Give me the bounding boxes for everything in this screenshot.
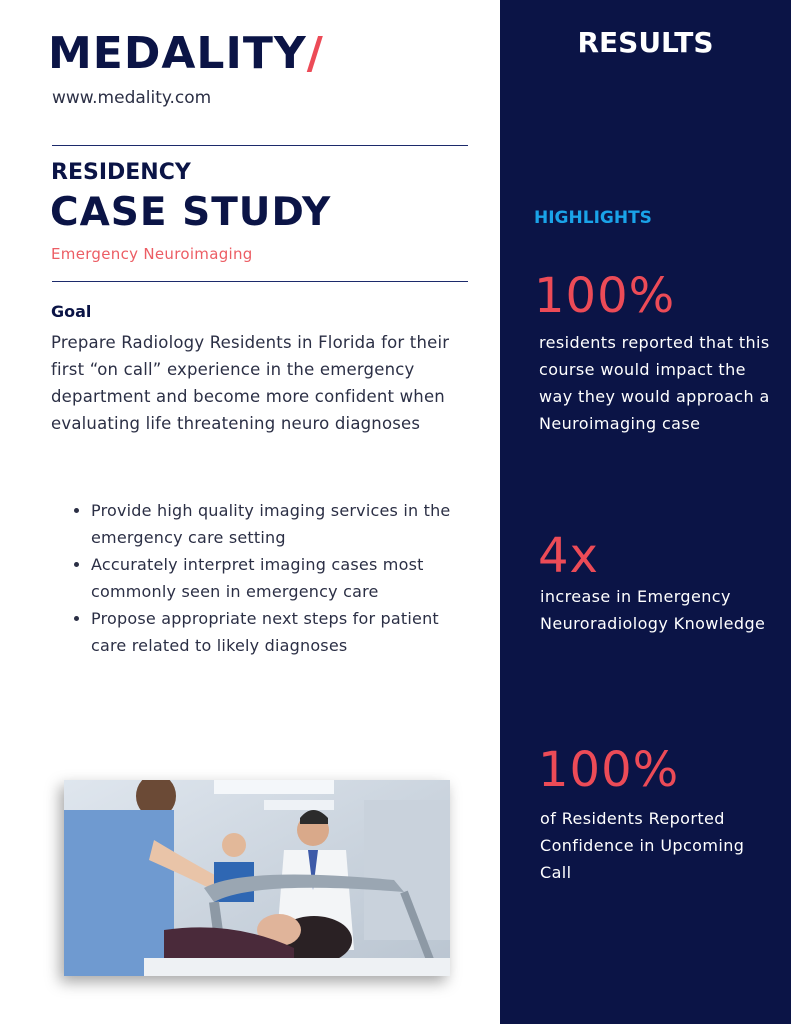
logo-slash: / (306, 28, 324, 79)
goal-text: Prepare Radiology Residents in Florida for their first “on call” experience in the emergency department and become more confident when evaluating life threatening neuro diagnoses (51, 333, 450, 433)
emergency-team-photo (64, 780, 450, 976)
logo-text: MEDALITY (48, 28, 307, 79)
medality-logo (48, 28, 324, 80)
case-kicker: RESIDENCY (51, 160, 191, 185)
list-item: • Propose appropriate next steps for patient care related to likely diagnoses (91, 605, 471, 659)
highlights-label: HIGHLIGHTS (534, 208, 652, 228)
list-item: • Accurately interpret imaging cases most commonly seen in emergency care (91, 551, 471, 605)
stat-description: of Residents Reported Confidence in Upcoming Call (540, 809, 745, 882)
stat-description: residents reported that this course would impact the way they would approach a Neuroimaging case (539, 333, 770, 433)
stat-value: 4x (538, 528, 599, 584)
page-title: CASE STUDY (50, 190, 332, 235)
divider-top (52, 145, 468, 146)
goal-bullet-list (70, 497, 471, 659)
goal-heading: Goal (51, 302, 92, 321)
case-subtitle: Emergency Neuroimaging (51, 245, 253, 263)
website-url: www.medality.com (52, 88, 212, 108)
stat-value: 100% (538, 742, 680, 798)
results-heading: RESULTS (577, 26, 714, 59)
stat-description: increase in Emergency Neuroradiology Knowledge (540, 587, 766, 633)
list-item: • Provide high quality imaging services in the emergency care setting (91, 497, 471, 551)
stat-value: 100% (534, 268, 676, 324)
divider-bottom (52, 281, 468, 282)
